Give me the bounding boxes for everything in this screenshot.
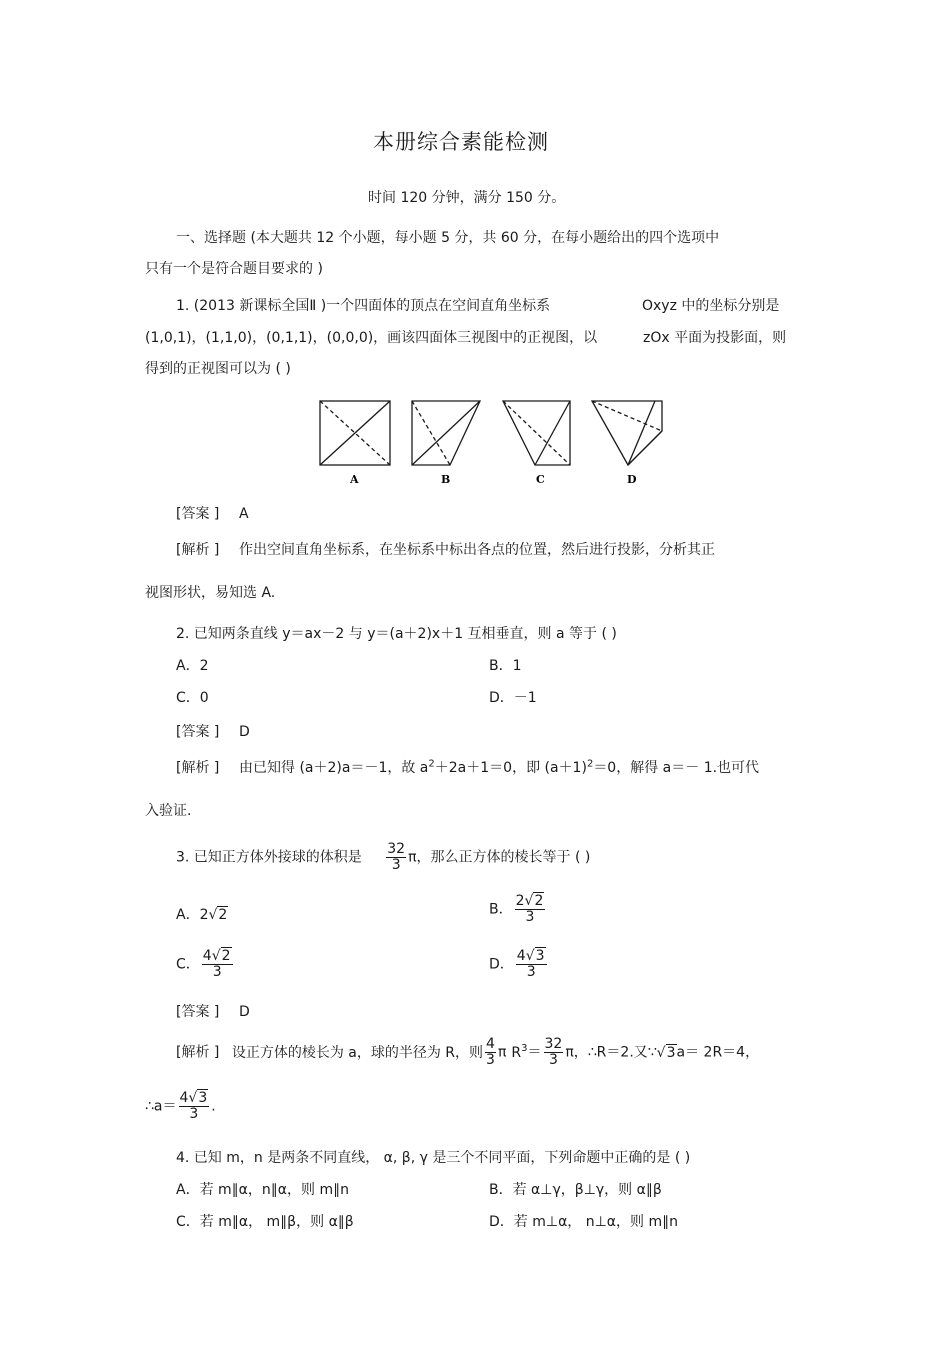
q3-result-text: ∴a＝ <box>145 1098 177 1115</box>
q2-an-part-b: ＋2a＋1＝0，即 (a＋1) <box>434 760 587 776</box>
q1-analysis-line1: 作出空间直角坐标系，在坐标系中标出各点的位置，然后进行投影，分析其正 <box>239 542 715 558</box>
q4-option-a: A．若 m∥α，n∥α，则 m∥n <box>176 1182 349 1198</box>
q3-stem-fraction <box>386 842 406 873</box>
q3-option-c-fraction <box>202 949 233 980</box>
q3-option-a-rad: 2 <box>218 907 228 923</box>
q3-option-b-rad: 2 <box>534 893 544 909</box>
q3-option-b-label: B． <box>489 901 513 918</box>
q2-analysis-line2: 入验证. <box>145 803 192 819</box>
q1-stem-line1: 1. (2013 新课标全国Ⅱ )一个四面体的顶点在空间直角坐标系 <box>176 298 551 314</box>
q3-an-fraction1 <box>485 1037 496 1068</box>
q3-option-d <box>489 949 549 980</box>
q3-option-c-rad: 2 <box>221 948 231 964</box>
q2-an-part-a: 由已知得 (a＋2)a＝－1，故 a <box>239 760 429 776</box>
q2-an-exp1: 2 <box>428 758 435 770</box>
q3-answer: D <box>239 1004 250 1020</box>
q3-result-den: 3 <box>189 1106 199 1122</box>
q2-option-a: A．2 <box>176 658 209 674</box>
q2-stem: 2. 已知两条直线 y＝ax－2 与 y＝(a＋2)x＋1 互相垂直，则 a 等于 ( ) <box>176 626 617 642</box>
q1-stem-line3: 得到的正视图可以为 ( ) <box>145 361 291 377</box>
q3-an-cube: 3 <box>521 1042 528 1054</box>
q3-option-a-sqrt: √2 <box>208 907 228 923</box>
q3-stem-text-a: 3. 已知正方体外接球的体积是 <box>176 849 362 866</box>
page-title: 本册综合素能检测 <box>373 130 549 154</box>
q3-option-d-label: D． <box>489 956 514 973</box>
q3-an-equals: ＝ <box>527 1044 542 1061</box>
q3-option-c-den: 3 <box>212 964 222 980</box>
q2-analysis-tag: [解析 ] <box>176 760 220 776</box>
q2-an-exp2: 2 <box>586 758 594 770</box>
q1-projection-figure <box>310 395 670 487</box>
q2-answer-tag: [答案 ] <box>176 724 220 740</box>
q3-result-fraction <box>179 1091 210 1122</box>
q2-answer: D <box>239 724 250 740</box>
q3-option-a-label: A． <box>176 907 200 923</box>
section-header-line1: 一、选择题 (本大题共 12 个小题，每小题 5 分，共 60 分，在每小题给出的四个选项中 <box>176 230 720 246</box>
q2-option-d: D．－1 <box>489 690 537 706</box>
q3-an-frac2-num: 32 <box>544 1036 563 1052</box>
q3-option-b-den: 3 <box>525 909 535 925</box>
q3-an-r: R <box>511 1044 522 1061</box>
q3-option-d-den: 3 <box>526 964 536 980</box>
q3-an-sqrt: √3 <box>656 1044 676 1061</box>
q4-option-b: B．若 α⊥γ，β⊥γ，则 α∥β <box>489 1182 662 1198</box>
q3-analysis-line2 <box>145 1091 216 1122</box>
q3-an-frac2-den: 3 <box>548 1052 558 1068</box>
q2-analysis-line1 <box>239 759 759 777</box>
q3-option-c-coef: 4 <box>202 948 212 964</box>
q2-option-c: C．0 <box>176 690 209 706</box>
q3-option-a <box>176 906 228 924</box>
q4-option-d: D．若 m⊥α， n⊥α，则 m∥n <box>489 1214 678 1230</box>
q3-stem-frac-den: 3 <box>391 857 401 873</box>
q2-option-b: B．1 <box>489 658 522 674</box>
q3-option-c-label: C． <box>176 956 200 973</box>
q3-analysis-tag: [解析 ] <box>176 1044 220 1061</box>
figure-label-d: D <box>627 473 637 486</box>
q1-analysis-line2: 视图形状，易知选 A. <box>145 585 276 601</box>
q3-option-b <box>489 894 547 925</box>
q3-option-d-sqrt: √3 <box>525 948 545 964</box>
q3-an-frac1-num: 4 <box>486 1036 495 1052</box>
q3-result-rad: 3 <box>198 1090 208 1106</box>
q3-answer-tag: [答案 ] <box>176 1004 220 1020</box>
q3-option-d-fraction <box>516 949 547 980</box>
q3-option-a-coef: 2 <box>199 907 209 923</box>
q3-result-period: . <box>211 1098 216 1115</box>
q1-answer-tag: [答案 ] <box>176 506 220 522</box>
q1-answer: A <box>239 506 249 522</box>
q4-option-c: C．若 m∥α， m∥β，则 α∥β <box>176 1214 354 1230</box>
q3-an-rad: 3 <box>666 1044 676 1061</box>
q3-an-text-b: π，∴R＝2.又∵ <box>565 1044 657 1061</box>
figure-label-a: A <box>350 473 359 486</box>
q2-an-part-c: ＝0，解得 a＝－ 1.也可代 <box>593 760 760 776</box>
q3-option-b-sqrt: √2 <box>524 893 544 909</box>
q3-analysis-line1 <box>176 1037 759 1068</box>
q3-result-coef: 4 <box>179 1090 189 1106</box>
q3-option-b-fraction <box>515 894 546 925</box>
q3-option-d-rad: 3 <box>535 948 545 964</box>
figure-d-quad <box>592 401 662 465</box>
q3-result-sqrt: √3 <box>188 1090 208 1106</box>
q3-an-text-c: a＝ 2R＝4， <box>676 1044 760 1061</box>
figure-c-trapezoid <box>503 401 570 465</box>
figure-a-square <box>320 401 390 465</box>
q3-option-c <box>176 949 235 980</box>
q1-stem-line2: (1,0,1)，(1,1,0)，(0,1,1)，(0,0,0)，画该四面体三视图中的正视图，以 <box>145 330 598 346</box>
q3-stem-frac-num: 32 <box>387 841 406 857</box>
q3-an-fraction2 <box>544 1037 564 1068</box>
time-info: 时间 120 分钟，满分 150 分。 <box>368 190 566 206</box>
q3-an-frac1-den: 3 <box>486 1052 495 1068</box>
q3-an-pi: π <box>497 1044 507 1061</box>
q3-stem <box>176 842 590 873</box>
q3-option-b-coef: 2 <box>515 893 525 909</box>
figure-b-trapezoid <box>412 401 480 465</box>
section-header-line2: 只有一个是符合题目要求的 ) <box>145 261 323 277</box>
q3-stem-text-b: π，那么正方体的棱长等于 ( ) <box>408 849 591 866</box>
q1-analysis-tag: [解析 ] <box>176 542 220 558</box>
q3-option-d-coef: 4 <box>516 948 526 964</box>
figure-label-c: C <box>536 473 545 486</box>
figure-label-b: B <box>441 473 451 486</box>
q3-an-text-a: 设正方体的棱长为 a，球的半径为 R，则 <box>231 1044 484 1061</box>
q3-option-c-sqrt: √2 <box>211 948 231 964</box>
q1-stem-line1-end: Oxyz 中的坐标分别是 <box>642 298 780 314</box>
q1-stem-line2-end: zOx 平面为投影面，则 <box>643 330 787 346</box>
q4-stem: 4. 已知 m，n 是两条不同直线， α, β, γ 是三个不同平面，下列命题中正确的是 ( ) <box>176 1150 691 1166</box>
